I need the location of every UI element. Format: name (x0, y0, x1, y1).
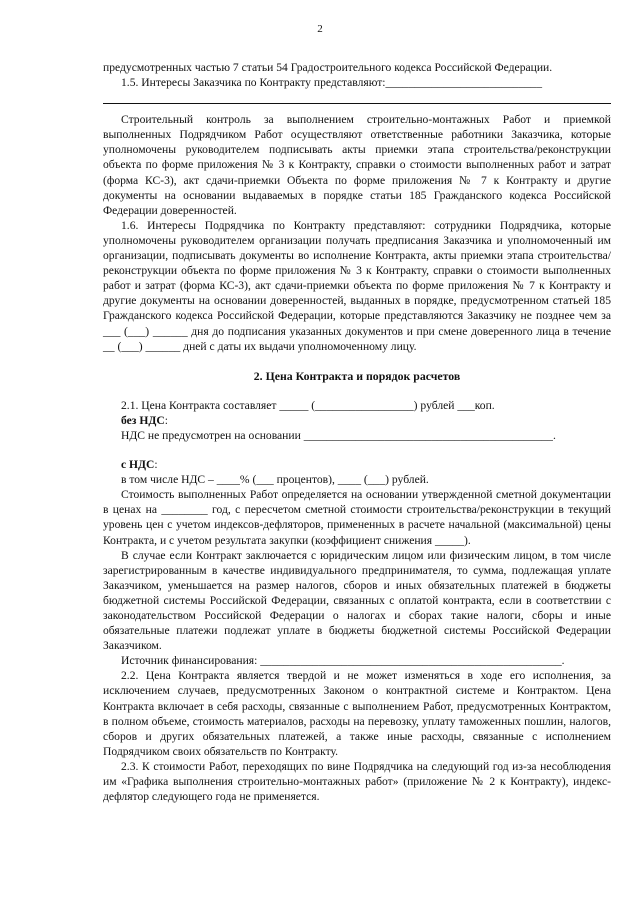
clause-2-1: 2.1. Цена Контракта составляет _____ (_________________) рублей ___коп. (121, 398, 495, 412)
clause-1-4-end: предусмотренных частью 7 статьи 54 Градостроительного кодекса Российской Федерации. (103, 61, 553, 74)
cost-determination-paragraph: Стоимость выполненных Работ определяется на основании утвержденной сметной документации в ценах на ________ год, с пересчетом сметной стоимости строительства/реконструкции в текущий уровень цен с учетом индексов-дефляторов, примененных в расчете начальной (максимальной) цены Контракта, и с учетом результата закупки (коэффициент снижения _____). (103, 488, 611, 547)
construction-control-paragraph: Строительный контроль за выполнением строительно-монтажных Работ и приемкой выполненных Подрядчиком Работ осуществляют ответственные работники Заказчика, которые уполномочены руководителем подписывать акты приемки этапа строительства/реконструкции объекта по форме приложения № 3 к Контракту, справки о стоимости выполненных работ и затрат (форма КС-3), акт сдачи-приемки Объекта по форме приложения № 7 к Контракту и другие документы на основании выдаваемых в порядке статьи 185 Гражданского кодекса Российской Федерации доверенностей. (103, 113, 611, 217)
colon: : (154, 458, 158, 472)
without-vat-label: без НДС (121, 413, 165, 427)
no-vat-basis: НДС не предусмотрен на основании ___________________________________________. (121, 428, 556, 442)
with-vat-label: с НДС (121, 458, 155, 472)
colon: : (164, 413, 168, 427)
page-number: 2 (317, 23, 323, 35)
section-2-title: 2. Цена Контракта и порядок расчетов (253, 368, 461, 383)
funding-source: Источник финансирования: ____________________________________________________. (121, 654, 565, 668)
clause-1-5: 1.5. Интересы Заказчика по Контракту представляют:___________________________ (121, 76, 543, 90)
individual-entity-paragraph: В случае если Контракт заключается с юридическим лицом или физическим лицом, в том числе зарегистрированным в качестве индивидуального предпринимателя, то сумма, подлежащая уплате Заказчиком, уменьшается на размер налогов, сборов и иных обязательных платежей в бюджеты бюджетной системы Российской Федерации, связанных с оплатой контракта, если в соответствии с законодательством Российской Федерации о налогах и сборах такие налоги, сборы и иные обязательные платежи подлежат уплате в бюджеты бюджетной системы Российской Федерации Заказчиком. (103, 548, 611, 653)
vat-included: в том числе НДС – ____% (___ процентов), ____ (___) рублей. (121, 473, 429, 487)
blank-line (103, 90, 611, 104)
document-body (103, 60, 611, 804)
clause-2-3: 2.3. К стоимости Работ, переходящих по вине Подрядчика на следующий год из-за несоблюдения им «Графика выполнения строительно-монтажных работ» (приложение № 2 к Контракту), индекс-дефлятор следующего года не применяется. (103, 759, 611, 804)
clause-2-2: 2.2. Цена Контракта является твердой и не может изменяться в ходе его исполнения, за исключением случаев, предусмотренных Законом о контрактной системе и Контрактом. Цена Контракта включает в себя расходы, связанные с выполнением Работ, предусмотренных Контрактом, в полном объеме, стоимость материалов, расходы на перевозку, уплату таможенных пошлин, налогов, сборов и других обязательных платежей, а также иные расходы, связанные с исполнением Подрядчиком своих обязательств по Контракту. (103, 669, 611, 758)
clause-1-6: 1.6. Интересы Подрядчика по Контракту представляют: сотрудники Подрядчика, которые уполномочены руководителем организации получать предписания Заказчика и уполномоченный им организации, подписывать документы во исполнение Контракта, акты приемки этапа строительства/реконструкции объекта по форме приложения № 3 к Контракту, справки о стоимости выполненных работ и затрат (форма КС-3), акт сдачи-приемки объекта по форме приложения № 7 к Контракту и другие документы на основании доверенностей, выданных в порядке, предусмотренном статьей 185 Гражданского кодекса Российской Федерации, которые представляются Заказчику не позднее чем за ___ (___) ______ дня до подписания указанных документов и при смене доверенного лица в течение __ (___) ______ дней с даты их выдачи уполномоченному лицу. (103, 218, 611, 353)
without-vat-heading (103, 413, 611, 428)
with-vat-heading (103, 457, 611, 472)
